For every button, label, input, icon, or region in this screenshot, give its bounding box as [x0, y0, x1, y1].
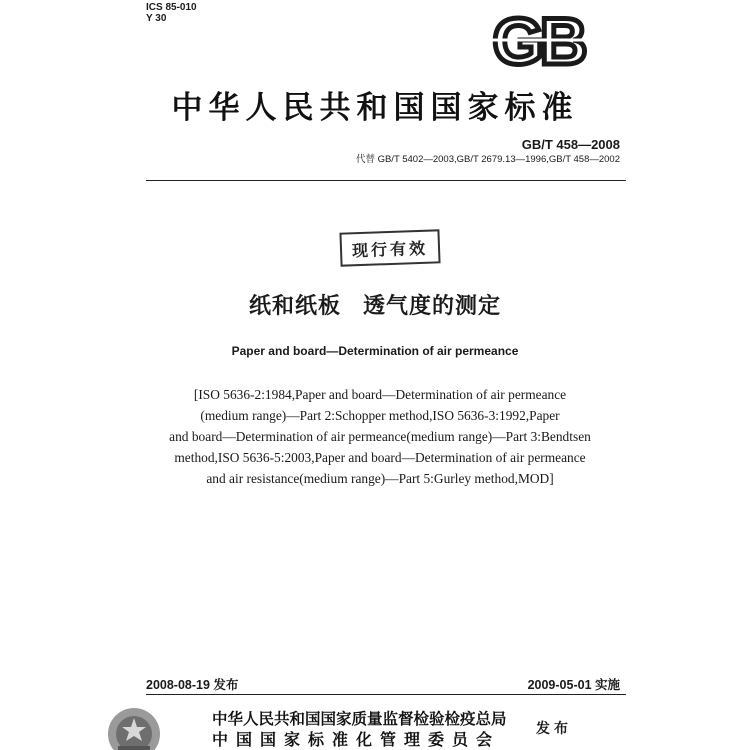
national-standard-title: 中华人民共和国国家标准 — [171, 90, 579, 126]
document-title-cn — [0, 289, 750, 320]
title-cn-part1: 纸和纸板 — [248, 294, 341, 319]
ics-code: ICS 85-010 — [146, 2, 197, 13]
publish-date: 2008-08-19 发布 — [146, 678, 239, 692]
iso-reference-line: (medium range)—Part 2:Schopper method,ISO 5636-3:1992,Paper — [200, 408, 560, 423]
iso-reference-line: and air resistance(medium range)—Part 5:Gurley method,MOD] — [206, 471, 554, 486]
standard-number: GB/T 458—2008 — [521, 137, 620, 152]
iso-reference-line: [ISO 5636-2:1984,Paper and board—Determination of air permeance — [193, 387, 567, 402]
document-title-en: Paper and board—Determination of air permeance — [231, 344, 519, 358]
gb-logo-text: GB — [492, 10, 584, 70]
implement-date: 2009-05-01 实施 — [527, 678, 620, 692]
replaces-standards: 代替 GB/T 5402—2003,GB/T 2679.13—1996,GB/T 458—2002 — [355, 154, 620, 165]
bottom-divider — [146, 694, 626, 695]
top-divider — [146, 180, 626, 181]
iso-reference-line: method,ISO 5636-5:2003,Paper and board—Determination of air permeance — [174, 450, 586, 465]
issuing-authority-sac: 中国国家标准化管理委员会 — [212, 730, 501, 749]
iso-reference-line: and board—Determination of air permeance(medium range)—Part 3:Bendtsen — [169, 429, 591, 444]
ccs-code: Y 30 — [146, 13, 167, 24]
issued-label: 发布 — [536, 721, 572, 737]
title-cn-part2: 透气度的测定 — [363, 294, 502, 319]
iso-reference — [150, 384, 610, 489]
national-emblem-icon — [104, 702, 164, 750]
gb-logo — [478, 10, 598, 70]
validity-stamp: 现行有效 — [339, 229, 440, 266]
issuing-authority-aqsiq: 中华人民共和国国家质量监督检验检疫总局 — [212, 710, 507, 728]
